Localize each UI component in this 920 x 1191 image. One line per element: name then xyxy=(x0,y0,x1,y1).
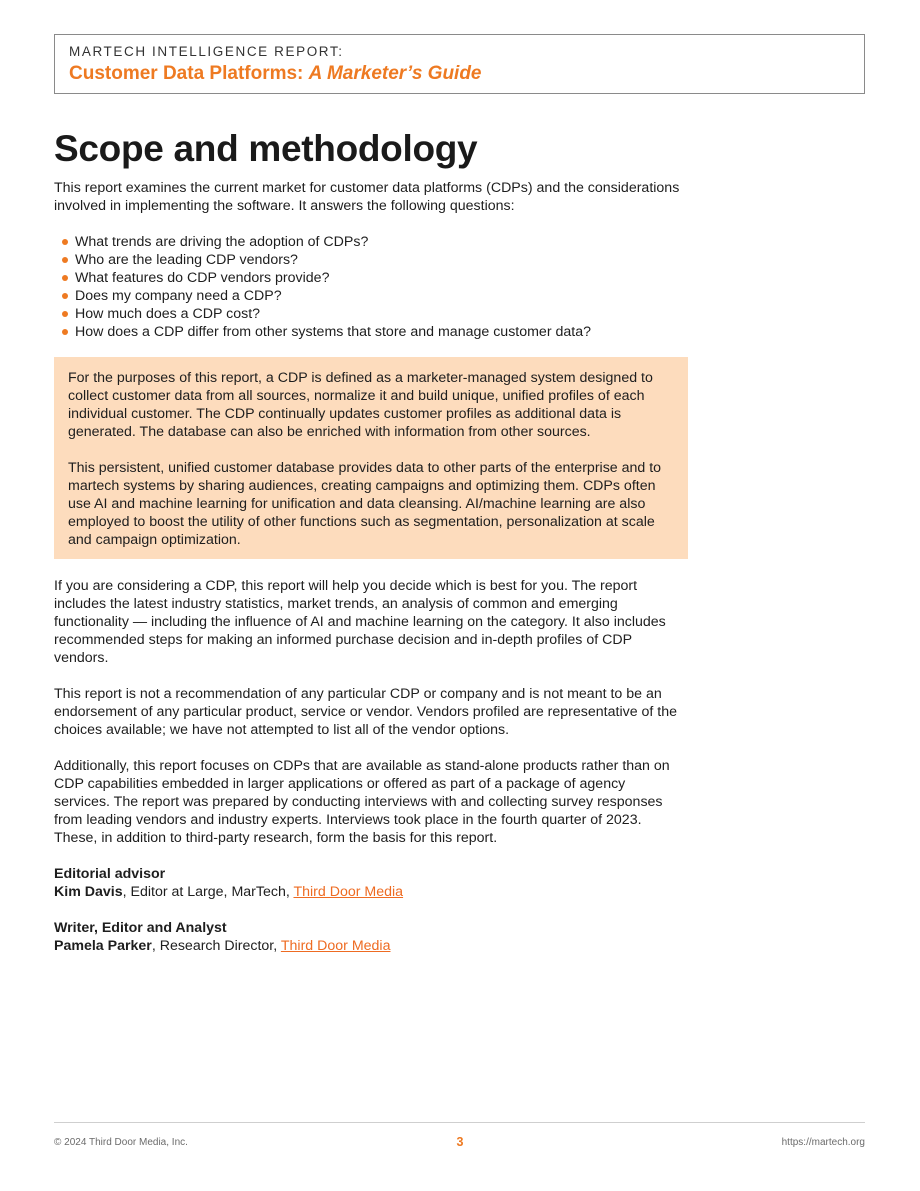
body-paragraph: If you are considering a CDP, this report will help you decide which is best for you. The report includes the latest industry statistics, market trends, an analysis of common and emerging functionality — including the influence of AI and machine learning on the category. It also includes recommended steps for making an informed purchase decision and in-depth profiles of CDP vendors. xyxy=(54,578,666,666)
list-item-text: How does a CDP differ from other systems that store and manage customer data? xyxy=(75,324,591,340)
bullet-icon xyxy=(62,257,68,263)
list-item-text: What features do CDP vendors provide? xyxy=(75,270,330,286)
definition-callout xyxy=(54,357,688,559)
credit-name: Pamela Parker xyxy=(54,938,152,954)
third-door-media-link[interactable]: Third Door Media xyxy=(293,884,404,900)
list-item xyxy=(62,287,682,305)
list-item xyxy=(62,251,682,269)
third-door-media-link[interactable]: Third Door Media xyxy=(280,938,391,954)
questions-list xyxy=(54,233,682,341)
main-content xyxy=(54,179,682,973)
list-item xyxy=(62,269,682,287)
list-item-text: What trends are driving the adoption of CDPs? xyxy=(75,234,369,250)
report-header xyxy=(54,34,865,94)
bullet-icon xyxy=(62,329,68,335)
credit-line xyxy=(54,883,682,901)
credit-name: Kim Davis xyxy=(54,884,123,900)
list-item xyxy=(62,323,682,341)
footer-copyright: © 2024 Third Door Media, Inc. xyxy=(54,1137,188,1148)
callout-paragraph: For the purposes of this report, a CDP is defined as a marketer-managed system designed to collect customer data from all sources, normalize it and build unique, unified profiles of each individual customer. The CDP continually updates customer profiles as additional data is generated. The database can also be enriched with information from other sources. xyxy=(68,370,653,440)
credit-heading: Writer, Editor and Analyst xyxy=(54,920,227,936)
callout-paragraph: This persistent, unified customer database provides data to other parts of the enterprise and to martech systems by sharing audiences, creating campaigns and optimizing them. CDPs often use AI and machine learning for unification and data cleansing. AI/machine learning are also employed to boost the utility of other functions such as segmentation, personalization at scale and campaign optimization. xyxy=(68,460,662,548)
bullet-icon xyxy=(62,239,68,245)
body-paragraph: Additionally, this report focuses on CDPs that are available as stand-alone products rather than on CDP capabilities embedded in larger applications or offered as part of a package of agency services. The report was prepared by conducting interviews with and collecting survey responses from leading vendors and industry experts. Interviews took place in the fourth quarter of 2023. These, in addition to third-party research, form the basis for this report. xyxy=(54,758,670,846)
list-item-text: Does my company need a CDP? xyxy=(75,288,282,304)
footer-divider xyxy=(54,1122,865,1123)
bullet-icon xyxy=(62,275,68,281)
list-item xyxy=(62,305,682,323)
credit-line xyxy=(54,937,682,955)
report-title-main: Customer Data Platforms: xyxy=(69,63,309,84)
report-title xyxy=(69,63,850,85)
bullet-icon xyxy=(62,293,68,299)
footer-url: https://martech.org xyxy=(781,1137,865,1148)
credit-role: , Editor at Large, MarTech, xyxy=(122,884,294,900)
list-item-text: How much does a CDP cost? xyxy=(75,306,261,322)
bullet-icon xyxy=(62,311,68,317)
credit-role: , Research Director, xyxy=(151,938,281,954)
page-number: 3 xyxy=(456,1135,464,1149)
report-kicker: MARTECH INTELLIGENCE REPORT: xyxy=(69,44,344,59)
list-item xyxy=(62,233,682,251)
body-paragraph: This report is not a recommendation of any particular CDP or company and is not meant to be an endorsement of any particular product, service or vendor. Vendors profiled are representative of the choices available; we have not attempted to list all of the vendor options. xyxy=(54,686,678,738)
intro-paragraph: This report examines the current market for customer data platforms (CDPs) and the considerations involved in implementing the software. It answers the following questions: xyxy=(54,180,680,214)
credit-editorial-advisor xyxy=(54,865,682,901)
list-item-text: Who are the leading CDP vendors? xyxy=(75,252,298,268)
page-title: Scope and methodology xyxy=(54,128,478,169)
credit-heading: Editorial advisor xyxy=(54,866,166,882)
credit-writer xyxy=(54,919,682,955)
report-title-subtitle: A Marketer’s Guide xyxy=(308,63,482,84)
